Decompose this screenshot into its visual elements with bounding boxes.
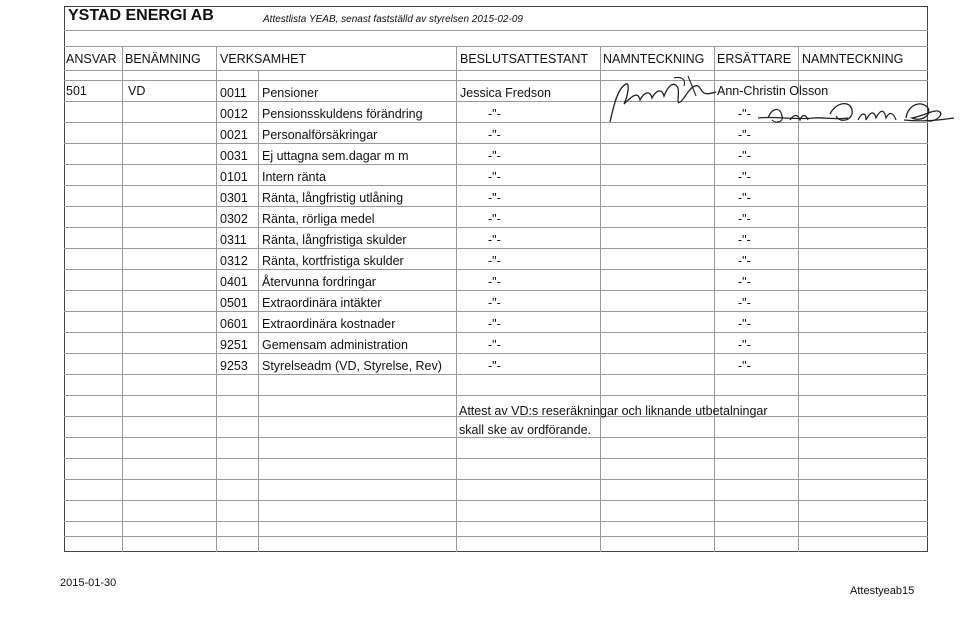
footer-doc-id: Attestyeab15 xyxy=(850,585,915,597)
row-code: 0101 xyxy=(220,170,248,184)
row-code: 0012 xyxy=(220,107,248,121)
row-name: Ränta, rörliga medel xyxy=(262,212,375,226)
row-code: 0401 xyxy=(220,275,248,289)
ditto-mark: -"- xyxy=(488,275,501,289)
row-code: 9251 xyxy=(220,338,248,352)
ditto-mark: -"- xyxy=(488,317,501,331)
title-divider xyxy=(64,30,928,31)
row-code: 9253 xyxy=(220,359,248,373)
ditto-mark: -"- xyxy=(488,149,501,163)
row-code: 0031 xyxy=(220,149,248,163)
row-code: 0301 xyxy=(220,191,248,205)
column-divider xyxy=(456,46,457,552)
ditto-mark: -"- xyxy=(488,338,501,352)
ditto-mark: -"- xyxy=(738,212,751,226)
header-ansvar: ANSVAR xyxy=(66,52,117,66)
column-divider xyxy=(122,46,123,552)
ditto-mark: -"- xyxy=(738,149,751,163)
header-namnteckning-2: NAMNTECKNING xyxy=(802,52,904,66)
header-ersattare: ERSÄTTARE xyxy=(717,52,792,66)
ditto-mark: -"- xyxy=(488,128,501,142)
header-verksamhet: VERKSAMHET xyxy=(220,52,307,66)
ditto-mark: -"- xyxy=(488,170,501,184)
ditto-mark: -"- xyxy=(488,191,501,205)
header-benamning: BENÄMNING xyxy=(125,52,201,66)
column-divider xyxy=(600,46,601,552)
ditto-mark: -"- xyxy=(738,338,751,352)
row-name: Personalförsäkringar xyxy=(262,128,378,142)
ditto-mark: -"- xyxy=(738,191,751,205)
row-name: Extraordinära intäkter xyxy=(262,296,382,310)
row-name: Återvunna fordringar xyxy=(262,275,376,289)
ditto-mark: -"- xyxy=(488,254,501,268)
row-code: 0501 xyxy=(220,296,248,310)
benamning-value: VD xyxy=(128,84,146,98)
footer-date: 2015-01-30 xyxy=(60,577,117,589)
ditto-mark: -"- xyxy=(488,233,501,247)
ditto-mark: -"- xyxy=(488,107,501,121)
row-code: 0311 xyxy=(220,233,247,247)
row-name: Gemensam administration xyxy=(262,338,408,352)
row-code: 0302 xyxy=(220,212,248,226)
beslutsattestant-signature xyxy=(604,74,722,130)
ditto-mark: -"- xyxy=(488,296,501,310)
row-name: Ej uttagna sem.dagar m m xyxy=(262,149,409,163)
row-code: 0601 xyxy=(220,317,248,331)
row-name: Pensioner xyxy=(262,86,319,100)
ditto-mark: -"- xyxy=(488,359,501,373)
column-divider xyxy=(258,70,259,552)
row-code: 0021 xyxy=(220,128,248,142)
ditto-mark: -"- xyxy=(738,128,751,142)
ditto-mark: -"- xyxy=(738,296,751,310)
ditto-mark: -"- xyxy=(488,212,501,226)
ansvar-value: 501 xyxy=(66,84,87,98)
ersattare-signature xyxy=(754,98,958,132)
ditto-mark: -"- xyxy=(738,275,751,289)
note-line-2: skall ske av ordförande. xyxy=(459,423,592,437)
ditto-mark: -"- xyxy=(738,170,751,184)
header-namnteckning: NAMNTECKNING xyxy=(603,52,705,66)
row-name: Ränta, långfristig utlåning xyxy=(262,191,404,205)
ditto-mark: -"- xyxy=(738,107,751,121)
ditto-mark: -"- xyxy=(738,317,751,331)
header-beslutsattestant: BESLUTSATTESTANT xyxy=(460,52,589,66)
document-subtitle: Attestlista YEAB, senast fastställd av styrelsen 2015-02-09 xyxy=(263,14,523,25)
ersattare-name: Ann-Christin Olsson xyxy=(717,84,829,98)
ditto-mark: -"- xyxy=(738,254,751,268)
row-name: Ränta, långfristiga skulder xyxy=(262,233,407,247)
note-line-1: Attest av VD:s reseräkningar och liknande utbetalningar xyxy=(459,404,768,418)
ditto-mark: -"- xyxy=(738,359,751,373)
row-code: 0011 xyxy=(220,86,247,100)
column-divider xyxy=(216,46,217,552)
row-name: Extraordinära kostnader xyxy=(262,317,396,331)
row-name: Styrelseadm (VD, Styrelse, Rev) xyxy=(262,359,442,373)
company-name: YSTAD ENERGI AB xyxy=(68,7,214,24)
ditto-mark: -"- xyxy=(738,233,751,247)
beslutsattestant-name: Jessica Fredson xyxy=(460,86,552,100)
row-code: 0312 xyxy=(220,254,248,268)
row-name: Pensionsskuldens förändring xyxy=(262,107,423,121)
row-name: Ränta, kortfristiga skulder xyxy=(262,254,404,268)
row-name: Intern ränta xyxy=(262,170,326,184)
